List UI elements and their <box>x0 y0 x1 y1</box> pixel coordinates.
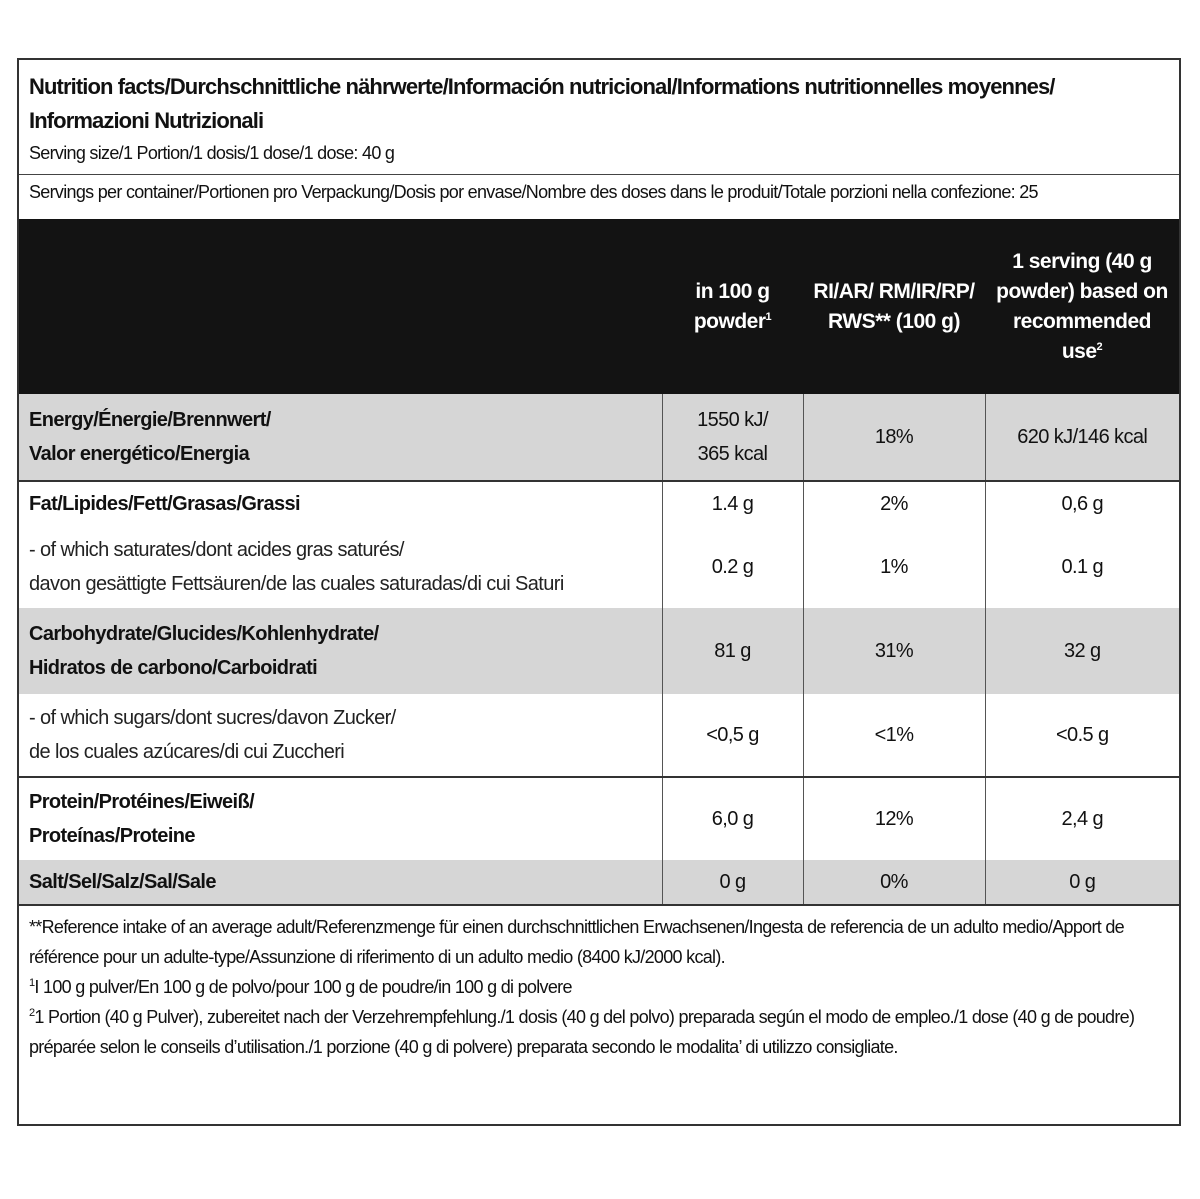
value-per-100g: 81 g <box>662 608 803 694</box>
servings-line <box>19 177 1179 219</box>
value-reference-intake: 31% <box>803 608 985 694</box>
value-per-serving: 0 g <box>985 860 1179 905</box>
value-per-100g: <0,5 g <box>662 694 803 777</box>
value-per-serving: 0,6 g <box>985 481 1179 526</box>
nutrient-name: Carbohydrate/Glucides/Kohlenhydrate/ Hidratos de carbono/Carboidrati <box>19 608 662 694</box>
value-per-serving: 32 g <box>985 608 1179 694</box>
value-reference-intake: 1% <box>803 526 985 608</box>
label-title-line-1: Nutrition facts/Durchschnittliche nährwerte/Información nutricional/Informations nutritionnelles moyennes/ <box>29 74 1055 99</box>
nutrient-name: - of which saturates/dont acides gras saturés/ davon gesättigte Fettsäuren/de las cuales saturadas/di cui Saturi <box>29 539 564 595</box>
footnotes <box>19 900 1179 1062</box>
value-per-serving: 620 kJ/146 kcal <box>985 394 1179 481</box>
nutrient-name: - of which sugars/dont sucres/davon Zucker/ de los cuales azúcares/di cui Zuccheri <box>29 707 396 763</box>
nutrition-table <box>19 219 1179 906</box>
nutrient-name: Energy/Énergie/Brennwert/ Valor energético/Energia <box>19 394 662 481</box>
footnote-2: $^2$1 Portion (40 g Pulver), zubereitet nach der Verzehrempfehlung./1 dosis (40 g del polvo) preparada según el modo de empleo./1 dose (40 g de poudre) préparée selon le conseils d’utilisation./1 porzione (40 g di polvere) preparata secondo le modalita’ di utilizzo consigliate. <box>29 1007 1135 1057</box>
value-per-100g: 6,0 g <box>662 777 803 860</box>
value-per-serving: 0.1 g <box>985 526 1179 608</box>
value-per-serving: <0.5 g <box>985 694 1179 777</box>
table-row-saturates <box>19 526 1179 608</box>
reference-intake-column-header: RI/AR/ RM/IR/RP/ RWS** (100 g) <box>803 219 985 394</box>
value-reference-intake: 2% <box>803 481 985 526</box>
table-row-sugars <box>19 694 1179 777</box>
servings-per-container: Servings per container/Portionen pro Verpackung/Dosis por envase/Nombre des doses dans le produit/Totale porzioni nella confezione: 25 <box>29 182 1038 202</box>
footnote-1: $^1$I 100 g pulver/En 100 g de polvo/pour 100 g de poudre/in 100 g di polvere <box>29 977 572 997</box>
value-per-100g: 0.2 g <box>662 526 803 608</box>
value-reference-intake: 0% <box>803 860 985 905</box>
value-per-100g: 0 g <box>662 860 803 905</box>
header-divider <box>19 174 1179 175</box>
value-per-serving: 2,4 g <box>985 777 1179 860</box>
per-serving-column-header: 1 serving (40 g powder) based on recommended use$^2$ <box>985 219 1179 394</box>
nutrient-name: Salt/Sel/Salz/Sal/Sale <box>19 860 662 905</box>
value-per-100g: 1550 kJ/ 365 kcal <box>662 394 803 481</box>
per-100g-column-header: in 100 g powder$^1$ <box>662 219 803 394</box>
nutrient-name: Fat/Lipides/Fett/Grasas/Grassi <box>29 493 300 515</box>
nutrition-label <box>17 58 1181 1126</box>
table-header-row <box>19 219 1179 394</box>
table-row-protein <box>19 777 1179 860</box>
serving-size: Serving size/1 Portion/1 dosis/1 dose/1 dose: 40 g <box>29 143 395 163</box>
nutrient-name: Protein/Protéines/Eiweiß/ Proteínas/Proteine <box>29 791 255 847</box>
table-row-energy <box>19 394 1179 481</box>
nutrient-column-header <box>19 219 662 394</box>
value-reference-intake: 12% <box>803 777 985 860</box>
table-row-fat <box>19 481 1179 526</box>
table-row-carbohydrate <box>19 608 1179 694</box>
value-per-100g: 1.4 g <box>662 481 803 526</box>
value-reference-intake: <1% <box>803 694 985 777</box>
table-row-salt <box>19 860 1179 905</box>
reference-intake-footnote: **Reference intake of an average adult/Referenzmenge für einen durchschnittlichen Erwachsenen/Ingesta de referencia de un adulto medio/Apport de référence pour un adulte-type/Assunzione di riferimento di un adulto medio (8400 kJ/2000 kcal). <box>29 917 1124 967</box>
value-reference-intake: 18% <box>803 394 985 481</box>
label-title-line-2: Informazioni Nutrizionali <box>29 108 264 133</box>
